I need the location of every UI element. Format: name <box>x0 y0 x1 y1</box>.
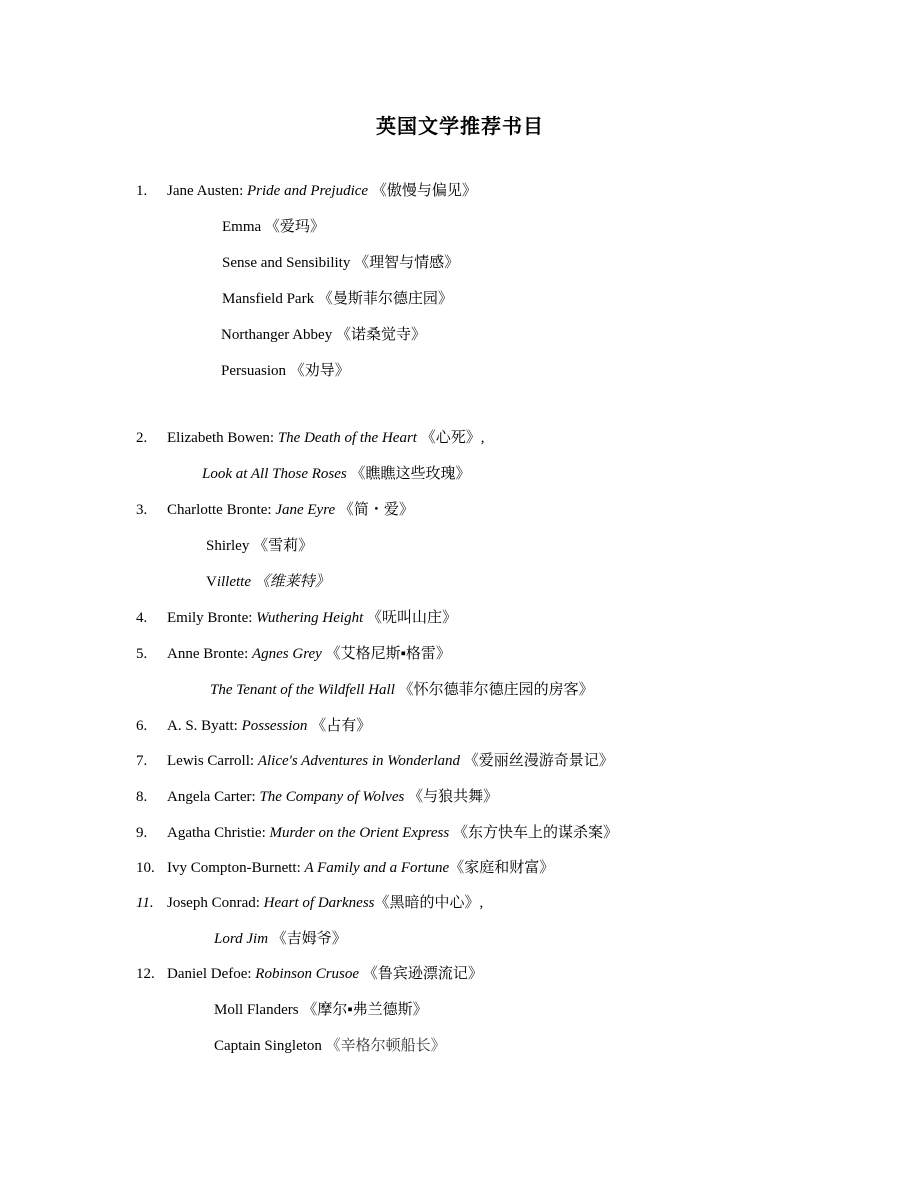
list-item <box>206 572 330 592</box>
chinese-title: 《辛格尔顿船长》 <box>321 1038 446 1054</box>
author: Ivy Compton-Burnett: <box>167 860 305 876</box>
work-title: illette <box>216 574 251 590</box>
work-title: Pride and Prejudice <box>247 183 369 199</box>
list-item <box>214 1000 428 1020</box>
list-item <box>167 823 618 843</box>
chinese-title: 《与狼共舞》 <box>404 789 499 805</box>
list-item <box>167 893 483 913</box>
list-item <box>221 361 350 381</box>
chinese-title: 《劝导》 <box>286 363 350 379</box>
chinese-title: 《简・爱》 <box>335 502 414 518</box>
author: Daniel Defoe: <box>167 966 256 982</box>
list-item <box>214 1036 446 1056</box>
work-title: Robinson Crusoe <box>255 966 360 982</box>
work-title: Mansfield Park <box>222 291 315 307</box>
list-item <box>222 217 325 237</box>
chinese-title: 《爱丽丝漫游奇景记》 <box>460 753 614 769</box>
work-title: Sense and Sensibility <box>222 255 351 271</box>
work-title: Agnes Grey <box>251 646 322 662</box>
author: Lewis Carroll: <box>167 753 258 769</box>
list-item <box>222 253 459 273</box>
entry-number: 1. <box>136 183 148 199</box>
author: Emily Bronte: <box>167 610 257 626</box>
list-item <box>167 716 371 736</box>
author: Angela Carter: <box>167 789 260 805</box>
work-title: Captain Singleton <box>214 1038 322 1054</box>
entry-number: 8. <box>136 789 148 805</box>
chinese-title: 《摩尔▪弗兰德斯》 <box>298 1002 428 1018</box>
chinese-title: 《维莱特》 <box>251 574 330 590</box>
work-title: The Tenant of the Wildfell Hall <box>210 682 395 698</box>
chinese-title: 《诺桑觉寺》 <box>332 327 426 343</box>
work-title: Heart of Darkness <box>263 895 375 911</box>
entry-number: 2. <box>136 430 148 446</box>
chinese-title: 《艾格尼斯▪格雷》 <box>321 646 451 662</box>
work-title: Lord Jim <box>214 931 269 947</box>
work-title: Northanger Abbey <box>221 327 333 343</box>
chinese-title: 《吉姆爷》 <box>268 931 347 947</box>
author: Elizabeth Bowen: <box>167 430 278 446</box>
work-title: The Company of Wolves <box>259 789 405 805</box>
chinese-title: 《东方快车上的谋杀案》 <box>449 825 618 841</box>
list-item <box>167 428 484 448</box>
chinese-title: 《鲁宾逊漂流记》 <box>359 966 483 982</box>
chinese-title: 《呒叫山庄》 <box>363 610 458 626</box>
list-item <box>167 964 483 984</box>
author: Anne Bronte: <box>167 646 252 662</box>
list-item <box>167 500 414 520</box>
work-title: Moll Flanders <box>214 1002 299 1018</box>
work-title: Persuasion <box>221 363 286 379</box>
list-item <box>221 325 426 345</box>
author: Joseph Conrad: <box>167 895 264 911</box>
work-title: Emma <box>222 219 262 235</box>
chinese-title: 《傲慢与偏见》 <box>368 183 477 199</box>
chinese-title: 《心死》, <box>416 430 485 446</box>
entry-number: 4. <box>136 610 148 626</box>
work-title: Alice's Adventures in Wonderland <box>257 753 461 769</box>
author: Agatha Christie: <box>167 825 270 841</box>
entry-number: 10. <box>136 860 155 876</box>
chinese-title: 《占有》 <box>307 718 372 734</box>
list-item <box>167 787 498 807</box>
work-title: Wuthering Height <box>256 610 364 626</box>
chinese-title: 《曼斯菲尔德庄园》 <box>314 291 453 307</box>
list-item <box>167 644 451 664</box>
list-item <box>202 464 471 484</box>
entry-number: 9. <box>136 825 148 841</box>
list-item <box>167 608 457 628</box>
list-item <box>206 536 313 556</box>
work-title: Shirley <box>206 538 250 554</box>
chinese-title: 《雪莉》 <box>249 538 314 554</box>
entry-number: 3. <box>136 502 148 518</box>
chinese-title: 《理智与情感》 <box>350 255 460 271</box>
list-item <box>210 680 594 700</box>
chinese-title: 《瞧瞧这些玫瑰》 <box>346 466 471 482</box>
list-item <box>214 929 347 949</box>
work-title: Murder on the Orient Express <box>269 825 450 841</box>
chinese-title: 《家庭和财富》 <box>449 860 555 876</box>
work-title-initial: V <box>206 574 217 590</box>
entry-number: 5. <box>136 646 148 662</box>
work-title: Possession <box>241 718 308 734</box>
work-title: Jane Eyre <box>275 502 336 518</box>
chinese-title: 《爱玛》 <box>261 219 325 235</box>
chinese-title: 《黑暗的中心》, <box>374 895 484 911</box>
work-title: A Family and a Fortune <box>304 860 450 876</box>
author: A. S. Byatt: <box>167 718 242 734</box>
list-item <box>222 289 453 309</box>
list-item <box>167 858 554 878</box>
author: Charlotte Bronte: <box>167 502 276 518</box>
chinese-title: 《怀尔德菲尔德庄园的房客》 <box>394 682 594 698</box>
entry-number: 6. <box>136 718 148 734</box>
entry-number: 12. <box>136 966 155 982</box>
work-title: Look at All Those Roses <box>202 466 347 482</box>
author: Jane Austen: <box>167 183 247 199</box>
work-title: The Death of the Heart <box>277 430 417 446</box>
page-title: 英国文学推荐书目 <box>376 116 544 138</box>
entry-number: 11. <box>136 895 154 911</box>
list-item <box>167 751 614 771</box>
entry-number: 7. <box>136 753 148 769</box>
list-item <box>167 181 477 201</box>
